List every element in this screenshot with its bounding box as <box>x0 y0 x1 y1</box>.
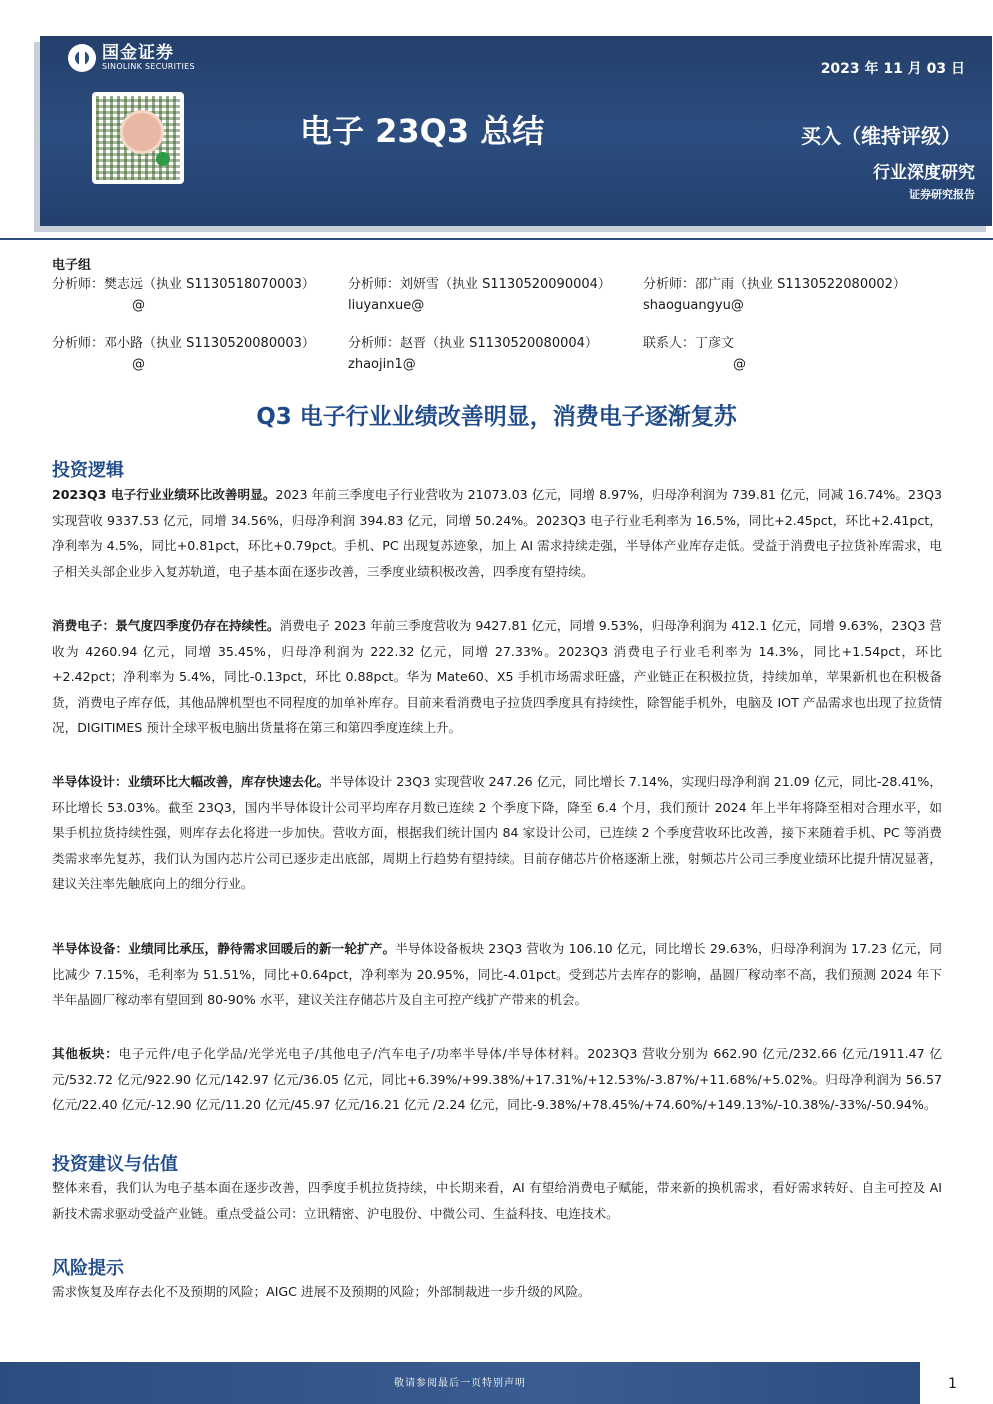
main-title: Q3 电子行业业绩改善明显，消费电子逐渐复苏 <box>256 404 737 430</box>
paragraph-semi-equipment <box>52 936 942 1013</box>
paragraph-body: 半导体设计 23Q3 实现营收 247.26 亿元，同比增长 7.14%，实现归母净利润 21.09 亿元，同比-28.41%，环比增长 53.03%。截至 23Q3，国内半导体设计公司平均库存月数已连续 2 个季度下降，降至 6.4 个月，我们预计 2024 年上半年将降至相对合理水平，如果手机拉货持续性强，则库存去化将进一步加快。营收方面，根据我们统计国内 84 家设计公司，已连续 2 个季度营收环比改善，接下来随着手机、PC 等消费类需求率先复苏，我们认为国内芯片公司已逐步走出底部，周期上行趋势有望持续。目前存储芯片价格逐渐上涨，射频芯片公司三季度业绩环比提升情况显著，建议关注率先触底向上的细分行业。 <box>52 774 942 891</box>
analyst-email[interactable]: @ <box>132 298 145 313</box>
section-heading-risk: 风险提示 <box>52 1258 124 1279</box>
paragraph-lead: 其他板块： <box>52 1046 119 1061</box>
analyst-entry <box>643 274 906 316</box>
paragraph-body: 电子元件/电子化学品/光学光电子/其他电子/汽车电子/功率半导体/半导体材料。2023Q3 营收分别为 662.90 亿元/232.66 亿元/1911.47 亿元/532.72 亿元/922.90 亿元/142.97 亿元/36.05 亿元，同比+6.39%/+99.38%/+17.31%/+12.53%/-3.87%/+11.68%/+5.02%。归母净利润为 56.57 亿元/22.40 亿元/-12.90 亿元/11.20 亿元/45.97 亿元/16.21 亿元 /2.24 亿元，同比-9.38%/+78.45%/+74.60%/+149.13%/-10.38%/-33%/-50.94%。 <box>52 1046 943 1112</box>
rating: 买入（维持评级） <box>801 124 961 148</box>
logo-en-text: SINOLINK SECURITIES <box>102 62 195 71</box>
analyst-entry <box>643 333 746 375</box>
paragraph-semi-design <box>52 769 942 897</box>
paragraph-body: 半导体设备板块 23Q3 营收为 106.10 亿元，同比增长 29.63%，归母净利润为 17.23 亿元，同比减少 7.15%，毛利率为 51.51%，同比+0.64pct，净利率为 20.95%，同比-4.01pct。受到芯片去库存的影响，晶圆厂稼动率不高，我们预测 2024 年下半年晶圆厂稼动率有望回到 80-90% 水平，建议关注存储芯片及自主可控产线扩产带来的机会。 <box>52 941 942 1007</box>
paragraph-body: 消费电子 2023 年前三季度营收为 9427.81 亿元，同增 9.53%，归母净利润为 412.1 亿元，同增 9.63%，23Q3 营收为 4260.94 亿元，同增 35.45%，归母净利润为 222.32 亿元，同增 27.33%。2023Q3 消费电子行业毛利率为 14.3%，同比+1.54pct，环比+2.42pct；净利率为 5.4%，同比-0.13pct，环比 0.88pct。华为 Mate60、X5 手机市场需求旺盛，产业链正在积极拉货，持续加单，苹果新机也在积极备货，消费电子库存低，其他品牌机型也不同程度的加单补库存。目前来看消费电子拉货四季度具有持续性，除智能手机外，电脑及 IOT 产品需求也出现了拉货情况，DIGITIMES 预计全球平板电脑出货量将在第三和第四季度连续上升。 <box>52 618 943 735</box>
analyst-email[interactable]: @ <box>132 357 145 372</box>
analyst-email[interactable]: zhaojin1@ <box>348 357 416 372</box>
analyst-name: 分析师：刘妍雪（执业 S1130520090004） <box>348 277 611 292</box>
report-title: 电子 23Q3 总结 <box>300 112 545 150</box>
paragraph-lead: 半导体设备：业绩同比承压，静待需求回暖后的新一轮扩产。 <box>52 941 396 956</box>
divider <box>0 238 993 240</box>
paragraph-lead: 2023Q3 电子行业业绩环比改善明显。 <box>52 487 276 502</box>
paragraph-risk: 需求恢复及库存去化不及预期的风险；AIGC 进展不及预期的风险；外部制裁进一步升级的风险。 <box>52 1284 591 1299</box>
paragraph-lead: 半导体设计：业绩环比大幅改善，库存快速去化。 <box>52 774 330 789</box>
analyst-name: 分析师：邵广雨（执业 S1130522080002） <box>643 277 906 292</box>
report-subtype: 证券研究报告 <box>909 188 975 201</box>
paragraph-advice: 整体来看，我们认为电子基本面在逐步改善，四季度手机拉货持续，中长期来看，AI 有望给消费电子赋能，带来新的换机需求，看好需求转好、自主可控及 AI 新技术需求驱动受益产业链。重点受益公司：立讯精密、沪电股份、中微公司、生益科技、电连技术。 <box>52 1180 942 1221</box>
analyst-email[interactable]: shaoguangyu@ <box>643 298 744 313</box>
paragraph-consumer <box>52 613 942 741</box>
analyst-name: 分析师：赵晋（执业 S1130520080004） <box>348 336 598 351</box>
analyst-name: 分析师：邓小路（执业 S1130520080003） <box>52 336 315 351</box>
company-logo <box>68 44 195 72</box>
section-heading-advice: 投资建议与估值 <box>52 1154 178 1175</box>
paragraph-lead: 消费电子：景气度四季度仍存在持续性。 <box>52 618 280 633</box>
paragraph-industry <box>52 482 942 584</box>
paragraph-other <box>52 1041 942 1118</box>
qr-code-icon <box>92 92 184 184</box>
logo-mark-icon <box>68 44 96 72</box>
analyst-name: 分析师：樊志远（执业 S1130518070003） <box>52 277 315 292</box>
report-date: 2023 年 11 月 03 日 <box>820 61 965 77</box>
analyst-entry <box>348 274 611 316</box>
group-label: 电子组 <box>52 258 92 273</box>
section-heading-logic: 投资逻辑 <box>52 460 124 481</box>
analyst-email[interactable]: liuyanxue@ <box>348 298 425 313</box>
analyst-entry <box>52 274 315 316</box>
paragraph-body: 2023 年前三季度电子行业营收为 21073.03 亿元，同增 8.97%，归母净利润为 739.81 亿元，同减 16.74%。23Q3 实现营收 9337.53 亿元，同增 34.56%，归母净利润 394.83 亿元，同增 50.24%。2023Q3 电子行业毛利率为 16.5%，同比+2.45pct，环比+2.41pct，净利率为 4.5%，同比+0.81pct，环比+0.79pct。手机、PC 出现复苏迹象，加上 AI 需求持续走强，半导体产业库存走低。受益于消费电子拉货补库需求，电子相关头部企业步入复苏轨道，电子基本面在逐步改善，三季度业绩积极改善，四季度有望持续。 <box>52 487 942 579</box>
page-number: 1 <box>948 1376 957 1392</box>
analyst-entry <box>348 333 598 375</box>
report-type: 行业深度研究 <box>873 163 975 183</box>
analyst-name: 联系人：丁彦文 <box>643 336 735 351</box>
footer-disclaimer: 敬请参阅最后一页特别声明 <box>394 1378 526 1389</box>
logo-cn-text: 国金证券 <box>102 43 174 63</box>
analyst-entry <box>52 333 315 375</box>
analyst-email[interactable]: @ <box>733 357 746 372</box>
